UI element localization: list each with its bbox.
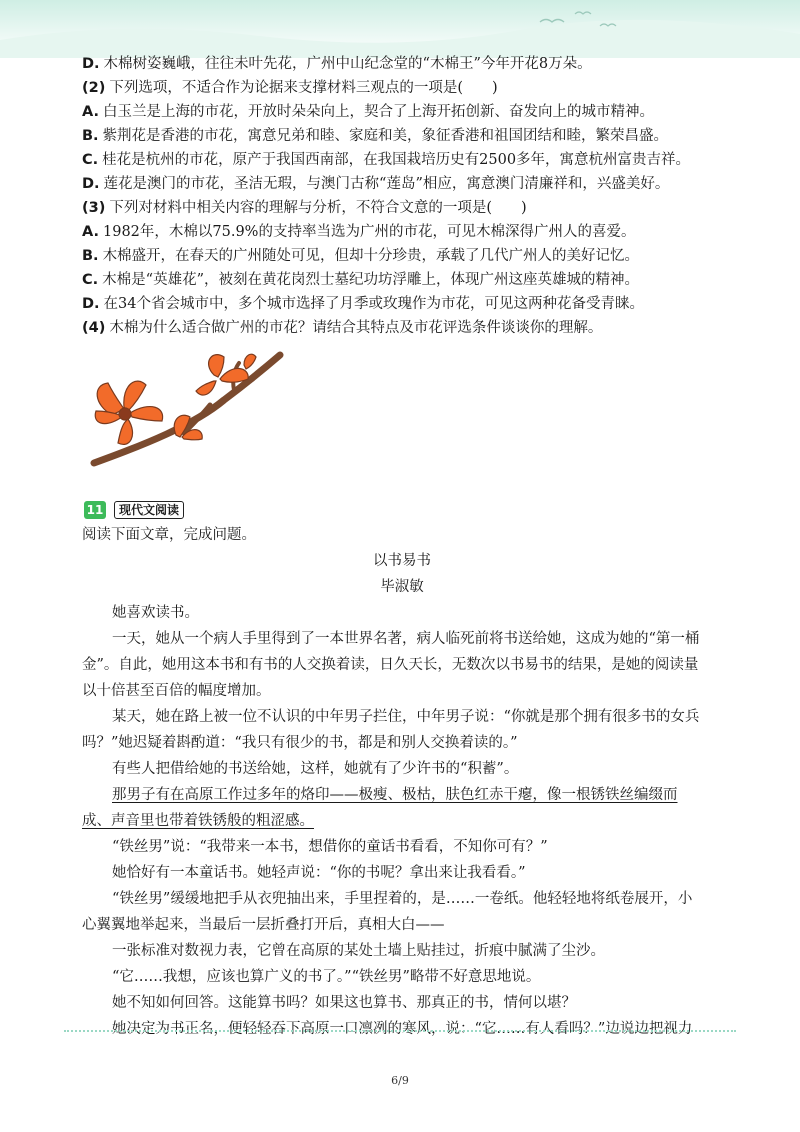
question-text: 木棉为什么适合做广州的市花？请结合其特点及市花评选条件谈谈你的理解。 xyxy=(109,320,603,336)
option-text: 在34个省会城市中，多个城市选择了月季或玫瑰作为市花，可见这两种花备受青睐。 xyxy=(103,296,644,312)
article-line xyxy=(82,938,722,964)
article-line xyxy=(82,626,722,652)
article-line xyxy=(82,600,722,626)
section-label: 现代文阅读 xyxy=(114,501,184,519)
line-text: 有些人把借给她的书送给她，这样，她就有了少许书的“积蓄”。 xyxy=(112,761,519,777)
q2-stem xyxy=(82,76,722,100)
line-text: 她恰好有一本童话书。她轻声说：“你的书呢？拿出来让我看看。” xyxy=(112,865,526,881)
line-text: 她决定为书正名，便轻轻吞下高原一口凛冽的寒风，说：“它……有人看吗？”边说边把视力 xyxy=(112,1021,693,1037)
option-text: 木棉是“英雄花”，被刻在黄花岗烈士墓纪功坊浮雕上，体现广州这座英雄城的精神。 xyxy=(102,272,639,288)
q4-stem xyxy=(82,316,722,340)
article-line xyxy=(82,808,722,834)
article-line xyxy=(82,704,722,730)
q2-option-b xyxy=(82,124,722,148)
option-text: 木棉树姿巍峨，往往未叶先花，广州中山纪念堂的“木棉王”今年开花8万朵。 xyxy=(103,56,592,72)
option-letter: C. xyxy=(82,152,99,168)
q1-option-d xyxy=(82,52,722,76)
reading-passage xyxy=(82,522,722,1042)
q3-option-d xyxy=(82,292,722,316)
line-text: 一张标准对数视力表，它曾在高原的某处土墙上贴挂过，折痕中腻满了尘沙。 xyxy=(112,943,605,959)
option-letter: A. xyxy=(82,224,99,240)
q2-option-d xyxy=(82,172,722,196)
q3-stem xyxy=(82,196,722,220)
questions-block xyxy=(82,52,722,340)
line-text: 以十倍甚至百倍的幅度增加。 xyxy=(82,683,271,699)
option-text: 桂花是杭州的市花，原产于我国西南部，在我国栽培历史有2500多年，寓意杭州富贵吉祥。 xyxy=(102,152,691,168)
option-letter: C. xyxy=(82,272,99,288)
q2-option-c xyxy=(82,148,722,172)
option-letter: D. xyxy=(82,56,100,72)
article-line xyxy=(82,730,722,756)
footer-divider xyxy=(64,1030,736,1032)
underlined-sentence: 成、声音里也带着铁锈般的粗涩感。 xyxy=(82,813,314,829)
option-letter: A. xyxy=(82,104,99,120)
question-text: 下列对材料中相关内容的理解与分析，不符合文意的一项是( ) xyxy=(109,200,527,216)
article-line xyxy=(82,1016,722,1042)
line-text: 她喜欢读书。 xyxy=(112,605,199,621)
line-text: 某天，她在路上被一位不认识的中年男子拦住，中年男子说：“你就是那个拥有很多书的女兵 xyxy=(112,709,700,725)
article-body xyxy=(82,600,722,1042)
section-number-badge: 11 xyxy=(84,501,106,519)
question-number: (2) xyxy=(82,80,106,96)
article-line xyxy=(82,912,722,938)
reading-instruction: 阅读下面文章，完成问题。 xyxy=(82,527,256,543)
article-line xyxy=(82,756,722,782)
header-banner xyxy=(0,0,800,58)
q2-option-a xyxy=(82,100,722,124)
article-author: 毕淑敏 xyxy=(380,579,424,595)
article-line xyxy=(82,860,722,886)
section-header xyxy=(84,500,184,520)
article-line xyxy=(82,782,722,808)
line-text: 吗？”她迟疑着斟酌道：“我只有很少的书，都是和别人交换着读的。” xyxy=(82,735,518,751)
article-line xyxy=(82,964,722,990)
question-text: 下列选项，不适合作为论据来支撑材料三观点的一项是( ) xyxy=(109,80,498,96)
option-letter: D. xyxy=(82,176,100,192)
article-line xyxy=(82,834,722,860)
question-number: (3) xyxy=(82,200,106,216)
option-letter: D. xyxy=(82,296,100,312)
article-title: 以书易书 xyxy=(373,553,431,569)
q3-option-c xyxy=(82,268,722,292)
option-letter: B. xyxy=(82,128,99,144)
line-text: 金”。自此，她用这本书和有书的人交换着读，日久天长，无数次以书易书的结果，是她的阅读量 xyxy=(82,657,699,673)
line-text: 心翼翼地举起来，当最后一层折叠打开后，真相大白—— xyxy=(82,917,445,933)
article-line xyxy=(82,652,722,678)
article-line xyxy=(82,678,722,704)
option-letter: B. xyxy=(82,248,99,264)
line-text: 一天，她从一个病人手里得到了一本世界名著，病人临死前将书送给她，这成为她的“第一桶 xyxy=(112,631,700,647)
article-line xyxy=(82,886,722,912)
q3-option-b xyxy=(82,244,722,268)
option-text: 莲花是澳门的市花，圣洁无瑕，与澳门古称“莲岛”相应，寓意澳门清廉祥和，兴盛美好。 xyxy=(103,176,670,192)
line-text: 她不知如何回答。这能算书吗？如果这也算书、那真正的书，情何以堪？ xyxy=(112,995,576,1011)
kapok-flower-illustration xyxy=(84,345,284,470)
line-text: “铁丝男”说：“我带来一本书，想借你的童话书看看，不知你可有？” xyxy=(112,839,548,855)
article-line xyxy=(82,990,722,1016)
question-number: (4) xyxy=(82,320,106,336)
line-text: “它……我想，应该也算广义的书了。”“铁丝男”略带不好意思地说。 xyxy=(112,969,541,985)
page-number: 6/9 xyxy=(391,1074,409,1087)
line-text: “铁丝男”缓缓地把手从衣兜抽出来，手里捏着的，是……一卷纸。他轻轻地将纸卷展开，小 xyxy=(112,891,693,907)
option-text: 1982年，木棉以75.9%的支持率当选为广州的市花，可见木棉深得广州人的喜爱。 xyxy=(103,224,636,240)
option-text: 白玉兰是上海的市花，开放时朵朵向上，契合了上海开拓创新、奋发向上的城市精神。 xyxy=(103,104,654,120)
underlined-sentence: 那男子有在高原工作过多年的烙印——极瘦、极枯，肤色红赤干瘪，像一根锈铁丝编缀而 xyxy=(112,787,678,803)
option-text: 木棉盛开，在春天的广州随处可见，但却十分珍贵，承载了几代广州人的美好记忆。 xyxy=(102,248,640,264)
q3-option-a xyxy=(82,220,722,244)
option-text: 紫荆花是香港的市花，寓意兄弟和睦、家庭和美，象征香港和祖国团结和睦，繁荣昌盛。 xyxy=(102,128,669,144)
